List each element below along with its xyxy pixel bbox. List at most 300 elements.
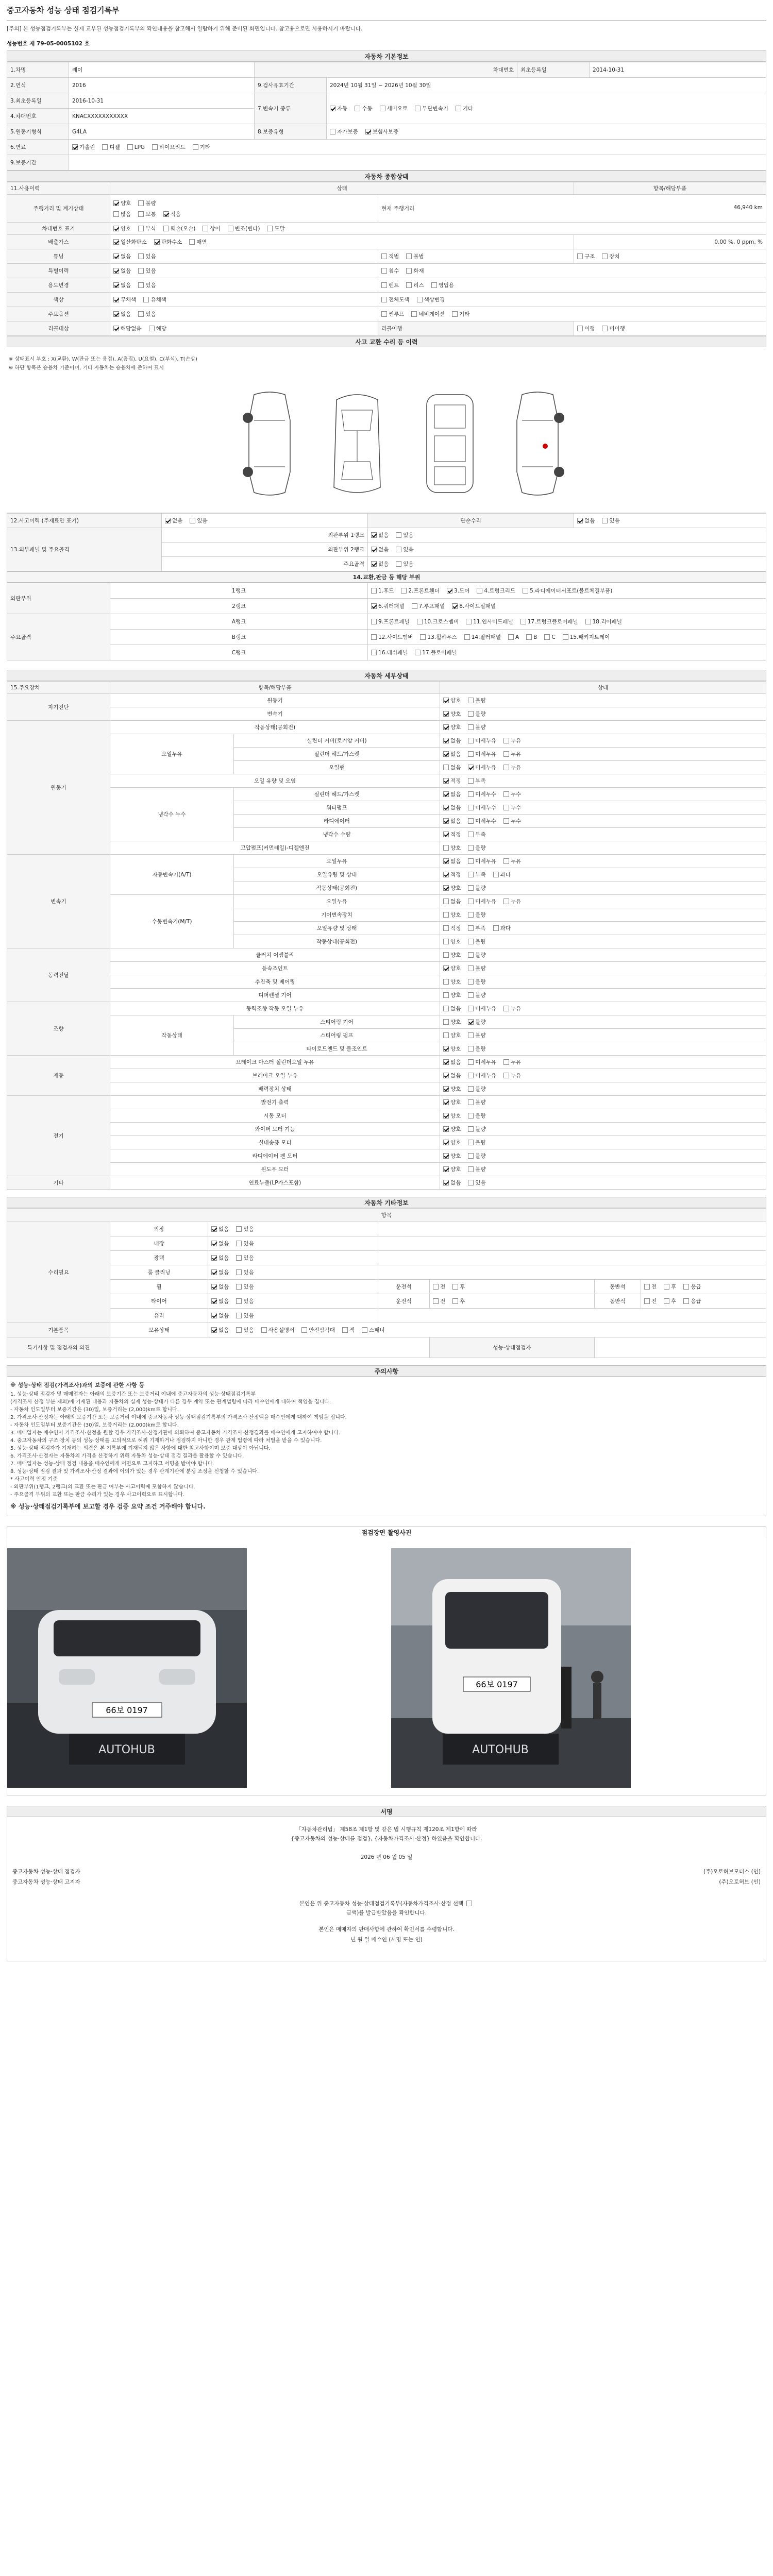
checkbox [443, 1046, 449, 1052]
checkbox [468, 1166, 474, 1172]
checkbox [113, 311, 119, 317]
extra-basic-label: 기본품목 [7, 1323, 110, 1337]
checkbox [443, 698, 449, 703]
checkbox [138, 282, 144, 288]
notes-line: 5. 성능·상태 점검자가 기재하는 의견은 본 기록부에 기재되지 않은 사항에 대한 참고사항이며 보증 대상이 아닙니다. [10, 1446, 271, 1451]
extra-side: 동반석 [595, 1294, 641, 1309]
option-label: 누수 [510, 818, 522, 824]
option-label: 미세누수 [475, 818, 496, 824]
checkbox [236, 1269, 242, 1275]
detail-item: 브레이크 마스터 실린더오일 누유 [110, 1056, 440, 1069]
checkbox [466, 1901, 472, 1906]
option-label: 불량 [475, 952, 486, 958]
checkbox [261, 1327, 267, 1333]
detail-item: 실내송풍 모터 [110, 1136, 440, 1149]
option-label: 미세누유 [475, 751, 496, 757]
checkbox [113, 297, 119, 302]
checkbox [468, 1113, 474, 1118]
extra-table [7, 1208, 766, 1358]
detail-item: 라디에이터 [234, 815, 440, 828]
checkbox [113, 282, 119, 288]
overall-options: 썬루프 네비게이션 기타 [378, 307, 766, 321]
car-diagram [7, 374, 766, 513]
option-label: 미세누수 [475, 791, 496, 798]
rank-options: 없음 있음 [368, 557, 766, 571]
detail-status [440, 922, 766, 935]
detail-item: 실린더 헤드/가스켓 [234, 748, 440, 761]
checkbox [406, 282, 412, 288]
empty-cell [378, 1265, 766, 1280]
checkbox [236, 1255, 242, 1261]
detail-status [440, 694, 766, 707]
option-label: 적정 [450, 925, 461, 931]
overall-options: 이행 미이행 [574, 321, 766, 336]
checkbox [602, 326, 608, 331]
checkbox [113, 268, 119, 274]
overall-label: 차대번호 표기 [7, 223, 110, 235]
checkbox [236, 1226, 242, 1232]
checkbox [371, 588, 377, 594]
option-label: 양호 [450, 1086, 461, 1092]
checkbox [143, 297, 149, 302]
accident-table [7, 513, 766, 571]
sign-buyer: 년 월 일 매수인 (서명 또는 인) [350, 1937, 423, 1943]
detail-item: 원동기 [110, 694, 440, 707]
rank-parts: 9.프론트패널 10.크로스멤버 11.인사이드패널 17.트렁크플로어패널 18.리어패널 [368, 614, 766, 630]
option-label: 불량 [475, 992, 486, 998]
checkbox [236, 1313, 242, 1318]
fuel-options: 가솔린 디젤 LPG 하이브리드 기타 [69, 140, 766, 155]
extra-status [208, 1309, 378, 1323]
checkbox [163, 226, 169, 231]
option-label: 후 [671, 1298, 677, 1304]
option-label: 있음 [243, 1241, 254, 1247]
overall-options: 해당없음 해당 [110, 321, 378, 336]
section-overall-title: 자동차 종합상태 [7, 171, 766, 182]
checkbox [443, 711, 449, 717]
plate-text-rear: 66보 0197 [476, 1680, 518, 1689]
checkbox [443, 738, 449, 743]
checkbox [211, 1313, 217, 1318]
option-label: 미세누수 [475, 805, 496, 811]
option-label: 응급 [691, 1298, 701, 1304]
checkbox [503, 1059, 509, 1065]
basic-label: 7.변속기 종류 [255, 93, 327, 124]
detail-subgroup: 냉각수 누수 [110, 788, 234, 841]
checkbox [443, 778, 449, 784]
checkbox [468, 1126, 474, 1132]
detail-item: 클러치 어셈블리 [110, 948, 440, 962]
option-label: 없음 [219, 1327, 229, 1333]
detail-header: 15.주요장치 [7, 682, 110, 694]
checkbox [526, 634, 532, 640]
option-label: 양호 [450, 952, 461, 958]
checkbox [127, 144, 133, 150]
checkbox [468, 711, 474, 717]
checkbox [468, 1059, 474, 1065]
rank-label: 외판부위 1랭크 [162, 528, 368, 543]
overall-label: 배출가스 [7, 235, 110, 249]
docno-suffix: 호 [84, 41, 90, 47]
checkbox [664, 1284, 669, 1290]
detail-item: 워터펌프 [234, 801, 440, 815]
option-label: 미세누유 [475, 1006, 496, 1012]
basic-label: 차대번호 [255, 62, 517, 78]
checkbox [443, 818, 449, 824]
extra-item: 광택 [110, 1251, 208, 1265]
section-photos-title: 점검장면 촬영사진 [7, 1527, 766, 1538]
sign-role2: 중고자동차 성능·상태 고지자 [12, 1879, 80, 1885]
detail-status [440, 1149, 766, 1163]
checkbox [443, 724, 449, 730]
basic-label: 5.원동기형식 [7, 124, 69, 140]
option-label: 누유 [510, 751, 522, 757]
option-label: 불량 [475, 1113, 486, 1119]
detail-item: 디퍼렌셜 기어 [110, 989, 440, 1002]
checkbox [443, 765, 449, 770]
checkbox [503, 805, 509, 810]
option-label: 잭 [349, 1327, 355, 1333]
overall-options: 구조 장치 [574, 249, 766, 264]
option-label: 없음 [450, 791, 461, 798]
option-label: 불량 [475, 1153, 486, 1159]
checkbox [211, 1226, 217, 1232]
docno-label: 성능번호 제 [7, 41, 35, 47]
checkbox [577, 518, 583, 523]
overall-header: 상태 [110, 182, 574, 195]
rank-label: 주요골격 [162, 557, 368, 571]
checkbox [342, 1327, 348, 1333]
option-label: 있음 [243, 1255, 254, 1261]
option-label: 전 [651, 1284, 657, 1290]
checkbox [443, 899, 449, 904]
opinion-inspector-value [595, 1337, 766, 1358]
option-label: 양호 [450, 711, 461, 717]
checkbox [468, 965, 474, 971]
option-label: 양호 [450, 1140, 461, 1146]
option-label: 양호 [450, 1153, 461, 1159]
checkbox [396, 561, 401, 567]
option-label: 양호 [450, 1032, 461, 1039]
detail-status [440, 1056, 766, 1069]
checkbox [468, 1086, 474, 1092]
detail-item: 고압펌프(커먼레일)-디젤엔진 [110, 841, 440, 855]
notes-line: * 사고이력 인정 기준 [10, 1477, 58, 1482]
simple-repair-options: 없음 있음 [574, 514, 766, 528]
sign-name2: (주)오토허브 (인) [719, 1879, 761, 1885]
checkbox [468, 1099, 474, 1105]
detail-item: 기어변속장치 [234, 908, 440, 922]
option-label: 스패너 [369, 1327, 385, 1333]
detail-status [440, 1123, 766, 1136]
detail-header: 상태 [440, 682, 766, 694]
checkbox [236, 1284, 242, 1290]
section-extra-title: 자동차 기타정보 [7, 1197, 766, 1208]
notes-line: 4. 중고자동차의 구조·장치 등의 성능·상태를 고의적으로 허위 기재하거나 점검하지 아니한 경우 관계 법령에 따라 처벌을 받을 수 있습니다. [10, 1438, 322, 1444]
basic-value: KNACXXXXXXXXXXX [69, 109, 255, 124]
brand-text-rear: AUTOHUB [472, 1743, 529, 1756]
extra-side-options [430, 1280, 595, 1294]
checkbox [406, 253, 412, 259]
option-label: 미세누유 [475, 1073, 496, 1079]
sign-confirm1: 본인은 위 중고자동차 성능·상태점검기록부(자동차가격조사·산정 선택 [7, 1900, 766, 1907]
detail-item: 변속기 [110, 707, 440, 721]
checkbox [468, 832, 474, 837]
section-damage-title: 사고 교환 수리 등 이력 [7, 336, 766, 347]
checkbox [452, 1298, 458, 1304]
checkbox [152, 144, 158, 150]
detail-status [440, 948, 766, 962]
option-label: 누유 [510, 1006, 522, 1012]
checkbox [468, 1180, 474, 1185]
rank-name: 1랭크 [110, 583, 368, 599]
rank-name: C랭크 [110, 645, 368, 660]
checkbox [138, 253, 144, 259]
option-label: 누유 [510, 1073, 522, 1079]
opinion-label: 특기사항 및 점검자의 의견 [7, 1337, 110, 1358]
checkbox [443, 912, 449, 918]
checkbox [443, 1006, 449, 1011]
checkbox [443, 1059, 449, 1065]
overall-label: 주요옵션 [7, 307, 110, 321]
option-label: 후 [460, 1284, 465, 1290]
emission-value: 0.00 %, 0 ppm, % [574, 235, 766, 249]
option-label: 있음 [243, 1313, 254, 1319]
notes-line: (가격조사 산정 부분 제외)에 기재된 내용과 자동차의 실제 성능·상태가 다른 경우 계약 또는 관계법령에 따라 매수인에게 대하여 책임을 집니다. [10, 1399, 331, 1405]
checkbox [415, 106, 421, 111]
option-label: 있음 [243, 1269, 254, 1276]
option-label: 없음 [219, 1255, 229, 1261]
checkbox [371, 532, 377, 538]
detail-item: 오일팬 [234, 761, 440, 774]
checkbox [468, 952, 474, 958]
empty-cell [378, 1222, 766, 1236]
notes-line: 6. 가격조사·산정자는 자동차의 가격을 산정하기 위해 자동차 성능·상태 점검 결과를 활용할 수 있습니다. [10, 1453, 244, 1459]
checkbox [412, 603, 417, 609]
basic-label: 6.연료 [7, 140, 69, 155]
detail-status [440, 1109, 766, 1123]
checkbox [267, 226, 273, 231]
checkbox [381, 297, 387, 302]
checkbox [602, 253, 608, 259]
detail-status [440, 1096, 766, 1109]
detail-status [440, 882, 766, 895]
rank-parts: 12.사이드멤버 13.휠하우스 14.필러패널 A B C 15.패키지트레이 [368, 630, 766, 645]
car-right-side-diagram [501, 389, 574, 498]
checkbox [301, 1327, 307, 1333]
option-label: 불량 [475, 724, 486, 731]
basic-label: 8.보증유형 [255, 124, 327, 140]
detail-item: 냉각수 수량 [234, 828, 440, 841]
checkbox [468, 778, 474, 784]
checkbox [401, 588, 407, 594]
checkbox [165, 518, 171, 523]
option-label: 불량 [475, 1166, 486, 1173]
option-label: 미세누유 [475, 899, 496, 905]
checkbox [381, 282, 387, 288]
section-sign-title: 서명 [7, 1806, 766, 1817]
empty-cell [378, 1309, 766, 1323]
extra-item: 유리 [110, 1309, 208, 1323]
option-label: 양호 [450, 992, 461, 998]
checkbox [468, 738, 474, 743]
extra-header: 항목 [7, 1209, 766, 1222]
detail-status [440, 868, 766, 882]
car-top-diagram [321, 389, 393, 498]
detail-status [440, 962, 766, 975]
extra-status [208, 1251, 378, 1265]
checkbox [443, 1180, 449, 1185]
checkbox [433, 1284, 439, 1290]
option-label: 없음 [219, 1298, 229, 1304]
option-label: 없음 [450, 751, 461, 757]
checkbox [420, 634, 426, 640]
checkbox [417, 297, 423, 302]
detail-item: 연료누출(LP가스포함) [110, 1176, 440, 1190]
checkbox [381, 253, 387, 259]
basic-label: 9.검사유효기간 [255, 78, 327, 93]
detail-item: 등속조인트 [110, 962, 440, 975]
option-label: 누유 [510, 1059, 522, 1065]
extra-basic-sub: 보유상태 [110, 1323, 208, 1337]
detail-status [440, 1082, 766, 1096]
notes-line: - 자동차 인도일부터 보증기간은 (30)일, 보증거리는 (2,000)km로 합니다. [10, 1422, 179, 1428]
overall-header: 11.사용이력 [7, 182, 110, 195]
checkbox [211, 1269, 217, 1275]
option-label: 없음 [450, 805, 461, 811]
overall-header: 항목/해당부품 [574, 182, 766, 195]
option-label: 없음 [219, 1284, 229, 1290]
checkbox [468, 751, 474, 757]
checkbox [154, 239, 160, 245]
option-label: 양호 [450, 1113, 461, 1119]
notes-head: ※ 성능·상태 점검(가격조사)과의 보증에 관한 사항 등 [10, 1382, 145, 1388]
checkbox [228, 226, 233, 231]
checkbox [468, 1153, 474, 1159]
extra-side-options [430, 1294, 595, 1309]
option-label: 불량 [475, 979, 486, 985]
option-label: 있음 [243, 1327, 254, 1333]
checkbox [452, 603, 458, 609]
section-detail-title: 자동차 세부상태 [7, 670, 766, 681]
checkbox [468, 872, 474, 877]
detail-item: 동력조향 작동 오일 누유 [110, 1002, 440, 1015]
checkbox [443, 1099, 449, 1105]
option-label: 과다 [500, 872, 511, 878]
sign-confirm2: 금액)를 발급받았음을 확인합니다. [346, 1910, 427, 1916]
detail-item: 브레이크 오일 누유 [110, 1069, 440, 1082]
detail-item: 작동상태(공회전) [234, 935, 440, 948]
option-label: 양호 [450, 1046, 461, 1052]
checkbox [365, 129, 371, 134]
checkbox [396, 532, 401, 538]
sign-date: 2026 년 06 월 05 일 [360, 1854, 413, 1860]
rank-options: 없음 있음 [368, 543, 766, 557]
detail-group: 원동기 [7, 721, 110, 855]
rank-parts: 16.대쉬패널 17.플로어패널 [368, 645, 766, 660]
basic-value [69, 155, 766, 171]
basic-label: 최초등록일 [517, 62, 590, 78]
option-label: 전 [440, 1284, 446, 1290]
checkbox [466, 619, 472, 624]
checkbox [211, 1241, 217, 1246]
checkbox [443, 1126, 449, 1132]
checkbox [468, 912, 474, 918]
checkbox [211, 1284, 217, 1290]
detail-group: 조향 [7, 1002, 110, 1056]
option-label: 없음 [450, 818, 461, 824]
checkbox [443, 1073, 449, 1078]
extra-group: 수리필요 [7, 1222, 110, 1323]
checkbox [138, 211, 144, 217]
option-label: 전 [651, 1298, 657, 1304]
checkbox [493, 872, 499, 877]
detail-item: 와이퍼 모터 기능 [110, 1123, 440, 1136]
checkbox [468, 1073, 474, 1078]
overall-options: 양호 불량 많음 보통 적음 [110, 195, 378, 223]
basic-value: G4LA [69, 124, 255, 140]
detail-group: 자기진단 [7, 694, 110, 721]
option-label: 없음 [450, 1180, 461, 1186]
checkbox [236, 1327, 242, 1333]
checkbox [452, 311, 458, 317]
checkbox [443, 845, 449, 851]
extra-side: 운전석 [378, 1280, 430, 1294]
detail-item: 스티어링 펌프 [234, 1029, 440, 1042]
checkbox [443, 791, 449, 797]
option-label: 양호 [450, 912, 461, 918]
detail-status [440, 748, 766, 761]
checkbox [443, 1140, 449, 1145]
checkbox [443, 965, 449, 971]
checkbox [396, 547, 401, 552]
overall-label: 리콜이행 [378, 321, 574, 336]
detail-subgroup: 오일누유 [110, 734, 234, 774]
rank-group: 외판부위 [7, 583, 110, 614]
option-label: 양호 [450, 1166, 461, 1173]
detail-item: 오일유량 및 상태 [234, 868, 440, 882]
detail-subgroup: 작동상태 [110, 1015, 234, 1056]
notes-line: - 외판부위(1랭크, 2랭크)의 교환 또는 판금 여부는 사고이력에 포함하지 않습니다. [10, 1484, 195, 1490]
detail-status [440, 1136, 766, 1149]
detail-subgroup: 수동변속기(M/T) [110, 895, 234, 948]
basic-value: 2016-10-31 [69, 93, 255, 109]
rank-label: 외판부위 2랭크 [162, 543, 368, 557]
checkbox [503, 899, 509, 904]
overall-label: 리콜대상 [7, 321, 110, 336]
overall-options: 전체도색 색상변경 [378, 293, 766, 307]
extra-status [208, 1222, 378, 1236]
checkbox [355, 106, 360, 111]
detail-status [440, 935, 766, 948]
checkbox [523, 588, 528, 594]
checkbox [411, 311, 417, 317]
option-label: 있음 [243, 1298, 254, 1304]
detail-status [440, 975, 766, 989]
basic-label: 1.차명 [7, 62, 69, 78]
option-label: 누유 [510, 738, 522, 744]
option-label: 양호 [450, 939, 461, 945]
checkbox [468, 979, 474, 985]
option-label: 불량 [475, 1046, 486, 1052]
notes-line: - 자동차 인도일부터 보증기간은 (30)일, 보증거리는 (2,000)km로 합니다. [10, 1407, 179, 1413]
option-label: 부족 [475, 778, 486, 784]
rank-name: A랭크 [110, 614, 368, 630]
checkbox [431, 282, 437, 288]
extra-item: 외장 [110, 1222, 208, 1236]
checkbox [190, 518, 195, 523]
detail-table [7, 681, 766, 1190]
